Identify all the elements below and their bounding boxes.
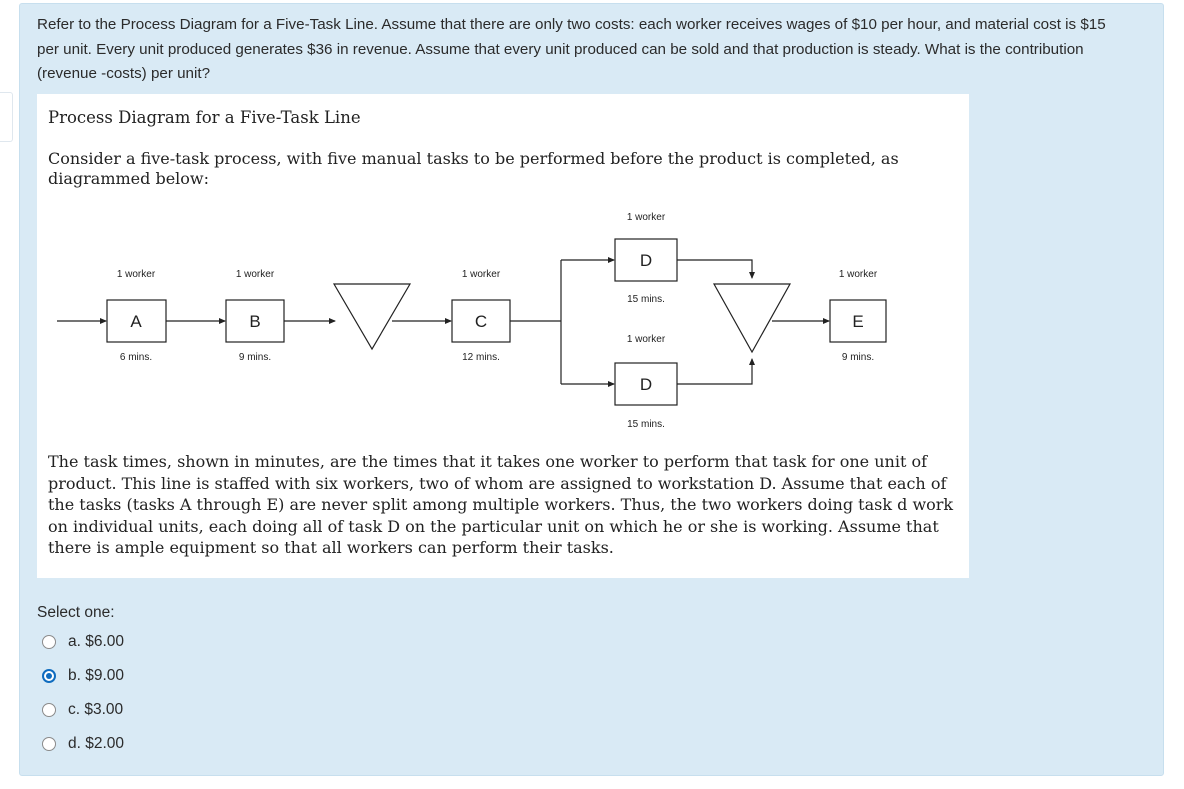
task-d2-time: 15 mins. xyxy=(627,419,665,430)
inventory-buffer-1-icon xyxy=(334,284,410,349)
task-b-workers: 1 worker xyxy=(235,269,275,280)
task-e-label: E xyxy=(852,312,864,331)
radio-b[interactable] xyxy=(42,669,56,683)
arrow-d2-to-buffer xyxy=(677,359,752,384)
arrow-d1-to-buffer xyxy=(677,260,752,278)
radio-a[interactable] xyxy=(42,635,56,649)
task-d1-label: D xyxy=(639,251,653,270)
task-c-time: 12 mins. xyxy=(462,352,500,363)
process-diagram-figure xyxy=(37,94,969,578)
option-b[interactable] xyxy=(42,665,124,687)
radio-c[interactable] xyxy=(42,703,56,717)
task-c-label: C xyxy=(474,312,488,331)
option-d[interactable] xyxy=(42,733,124,755)
question-text: Refer to the Process Diagram for a Five-Task Line. Assume that there are only two costs: each worker receives wages of $10 per hour, and material cost is $15 per unit. Every unit produced generates $36 in revenue. Assume that every unit produced can be sold and that production is steady. What is the contribution (revenue -costs) per unit? xyxy=(37,16,1106,82)
question-panel xyxy=(19,3,1164,776)
select-one-label: Select one: xyxy=(37,604,115,621)
task-e-workers: 1 worker xyxy=(838,269,878,280)
task-d2-label: D xyxy=(639,375,653,394)
figure-intro: Consider a five-task process, with five manual tasks to be performed before the product is completed, as diagrammed below: xyxy=(48,149,899,188)
option-a-label[interactable]: a. $6.00 xyxy=(68,633,125,650)
task-d2-workers: 1 worker xyxy=(626,334,666,345)
task-a-workers: 1 worker xyxy=(116,269,156,280)
figure-description: The task times, shown in minutes, are the times that it takes one worker to perform that task for one unit of product. This line is staffed with six workers, two of whom are assigned to workstation D. Assume that each of the tasks (tasks A through E) are never split among multiple workers. Thus, the two workers doing task d work on individual units, each doing all of task D on the particular unit on which he or she is working. Assume that there is ample equipment so that all workers can perform their tasks. xyxy=(48,452,954,557)
process-diagram xyxy=(37,94,969,444)
radio-d[interactable] xyxy=(42,737,56,751)
task-a-time: 6 mins. xyxy=(119,352,153,363)
option-c-label[interactable]: c. $3.00 xyxy=(68,701,124,718)
task-b-label: B xyxy=(249,312,261,331)
figure-title: Process Diagram for a Five-Task Line xyxy=(48,108,361,127)
task-b-time: 9 mins. xyxy=(238,352,272,363)
inventory-buffer-2-icon xyxy=(714,284,790,352)
option-a[interactable] xyxy=(42,631,124,653)
task-c-workers: 1 worker xyxy=(461,269,501,280)
option-b-label[interactable]: b. $9.00 xyxy=(68,667,125,684)
side-tab xyxy=(0,92,13,142)
option-d-label[interactable]: d. $2.00 xyxy=(68,735,125,752)
task-a-label: A xyxy=(130,312,142,331)
task-d1-workers: 1 worker xyxy=(626,212,666,223)
task-d1-time: 15 mins. xyxy=(627,294,665,305)
option-c[interactable] xyxy=(42,699,123,721)
task-e-time: 9 mins. xyxy=(841,352,875,363)
